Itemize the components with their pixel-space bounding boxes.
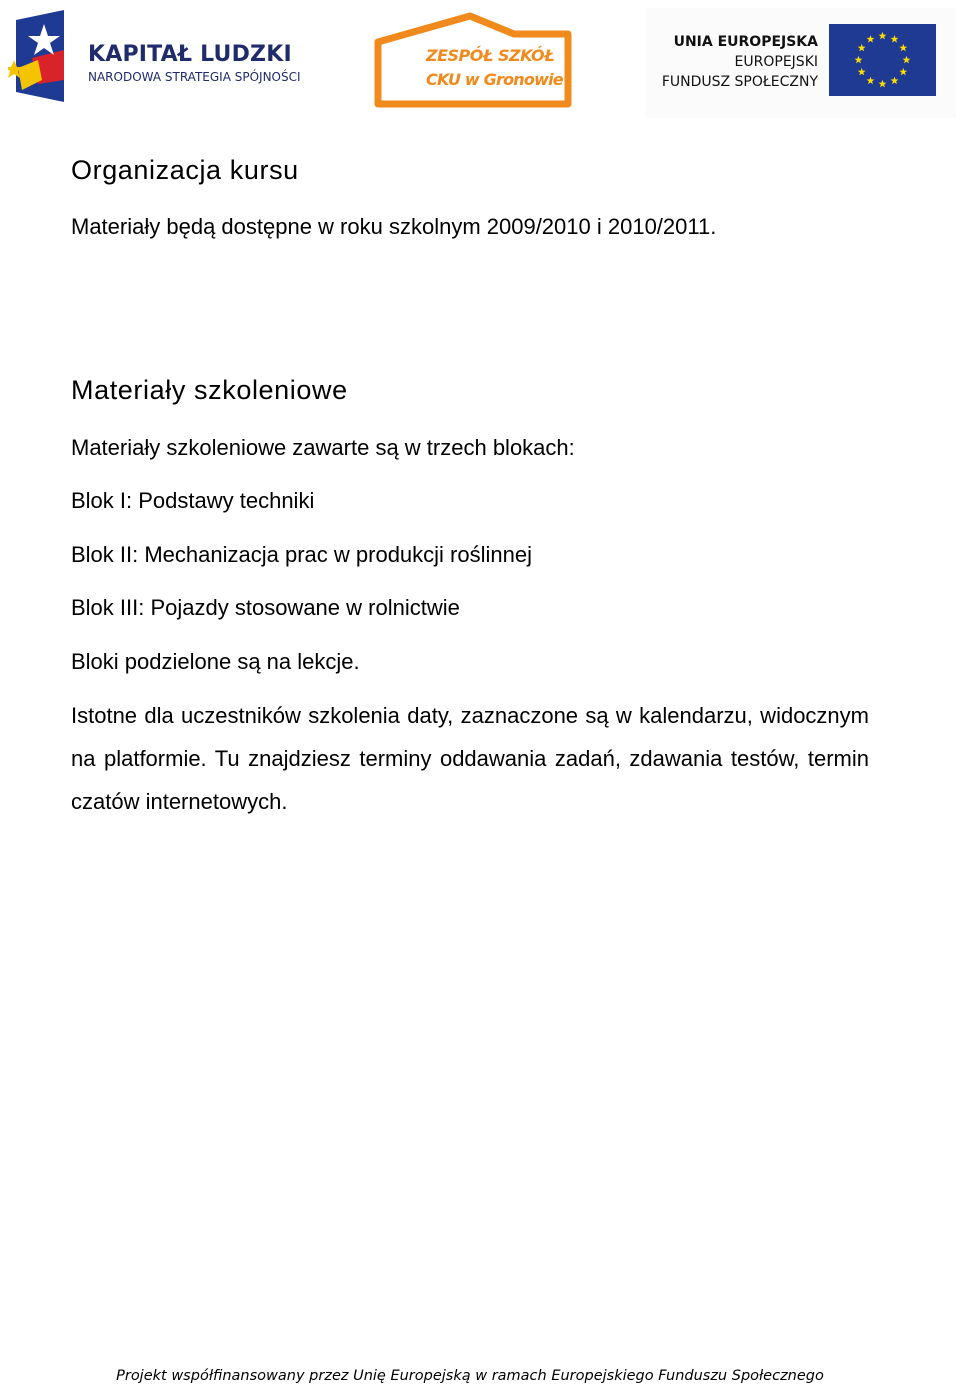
eu-logo-line1: UNIA EUROPEJSKA	[673, 34, 818, 50]
block-item: Blok II: Mechanizacja prac w produkcji roślinnej	[71, 542, 532, 567]
eu-logo	[646, 8, 956, 118]
eu-flag-icon	[829, 24, 936, 96]
school-logo	[374, 12, 572, 110]
lessons-text: Bloki podzielone są na lekcje.	[71, 649, 360, 674]
block-item: Blok I: Podstawy techniki	[71, 488, 315, 513]
footer-cofinancing-note: Projekt współfinansowany przez Unię Europejską w ramach Europejskiego Funduszu Społecznego	[116, 1368, 824, 1384]
eu-logo-line2: EUROPEJSKI	[734, 54, 818, 70]
materials-intro: Materiały szkoleniowe zawarte są w trzech blokach:	[71, 435, 575, 460]
kapital-ludzki-title: KAPITAŁ LUDZKI	[88, 42, 292, 67]
availability-text: Materiały będą dostępne w roku szkolnym 2009/2010 i 2010/2011.	[71, 214, 717, 239]
eu-logo-line3: FUNDUSZ SPOŁECZNY	[661, 74, 818, 90]
school-name-line1: ZESPÓŁ SZKÓŁ	[426, 46, 555, 65]
eu-logo-text	[662, 32, 818, 92]
important-dates-paragraph: Istotne dla uczestników szkolenia daty, zaznaczone są w kalendarzu, widocznym na platformie. Tu znajdziesz terminy oddawania zadań, zdawania testów, termin czatów internetowych.	[71, 703, 869, 814]
kapital-ludzki-logo	[8, 10, 308, 105]
section-heading-organization: Organizacja kursu	[71, 155, 299, 185]
block-item: Blok III: Pojazdy stosowane w rolnictwie	[71, 595, 460, 620]
kapital-ludzki-emblem-icon	[8, 10, 68, 105]
header-logos	[0, 0, 960, 120]
section-heading-materials: Materiały szkoleniowe	[71, 375, 348, 405]
school-name-line2: CKU w Gronowie	[426, 70, 563, 89]
kapital-ludzki-subtitle: NARODOWA STRATEGIA SPÓJNOŚCI	[88, 70, 301, 84]
